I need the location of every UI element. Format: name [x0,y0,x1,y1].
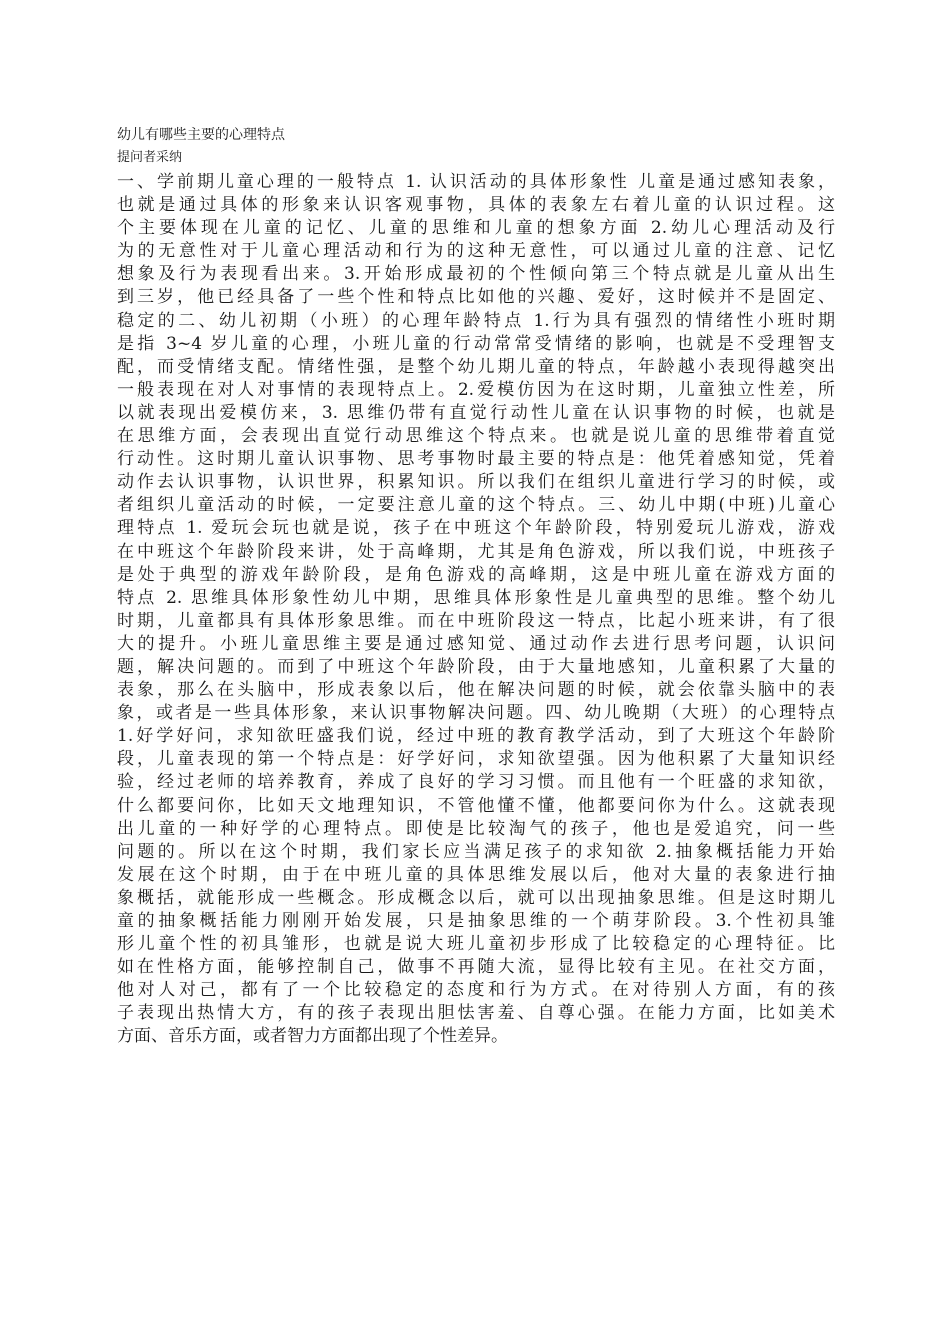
body-line: 为的无意性对于儿童心理活动和行为的这种无意性，可以通过儿童的注意、记忆 [117,241,835,262]
body-line: 问题的。所以在这个时期，我们家长应当满足孩子的求知欲 2.抽象概括能力开始 [117,841,835,862]
body-line: 行动性。这时期儿童认识事物、思考事物时最主要的特点是：他凭着感知觉，凭着 [117,449,835,470]
body-line: 出儿童的一种好学的心理特点。即使是比较淘气的孩子，他也是爱追究，问一些 [117,818,835,839]
body-line: 大的提升。小班儿童思维主要是通过感知觉、通过动作去进行思考问题，认识问 [117,633,835,654]
body-line: 他对人对己，都有了一个比较稳定的态度和行为方式。在对待别人方面，有的孩 [117,980,835,1001]
body-line: 发展在这个时期，由于在中班儿童的具体思维发展以后，他对大量的表象进行抽 [117,864,835,885]
body-line: 是指 3~4 岁儿童的心理，小班儿童的行动常常受情绪的影响，也就是不受理智支 [117,333,835,354]
body-line: 理特点 1. 爱玩会玩也就是说，孩子在中班这个年龄阶段，特别爱玩儿游戏，游戏 [117,518,835,539]
body-line: 什么都要问你，比如天文地理知识，不管他懂不懂，他都要问你为什么。这就表现 [117,795,835,816]
document-body [117,171,835,1049]
body-line: 如在性格方面，能够控制自己，做事不再随大流，显得比较有主见。在社交方面， [117,957,835,978]
body-line: 动作去认识事物，认识世界，积累知识。所以我们在组织儿童进行学习的时候，或 [117,472,835,493]
body-line: 在思维方面，会表现出直觉行动思维这个特点来。也就是说儿童的思维带着直觉 [117,426,835,447]
body-line: 在中班这个年龄阶段来讲，处于高峰期，尤其是角色游戏，所以我们说，中班孩子 [117,541,835,562]
document-page [117,125,835,1049]
document-title: 幼儿有哪些主要的心理特点 [117,127,285,143]
body-line: 段，儿童表现的第一个特点是：好学好问，求知欲望强。因为他积累了大量知识经 [117,749,835,770]
body-line: 者组织儿童活动的时候，一定要注意儿童的这个特点。三、幼儿中期(中班)儿童心 [117,495,835,516]
body-line: 稳定的二、幼儿初期（小班）的心理年龄特点 1.行为具有强烈的情绪性小班时期 [117,310,835,331]
body-line: 题，解决问题的。而到了中班这个年龄阶段，由于大量地感知，儿童积累了大量的 [117,656,835,677]
body-line: 形儿童个性的初具雏形，也就是说大班儿童初步形成了比较稳定的心理特征。比 [117,934,835,955]
body-line: 个主要体现在儿童的记忆、儿童的思维和儿童的想象方面 2.幼儿心理活动及行 [117,218,835,239]
body-line: 是处于典型的游戏年龄阶段，是角色游戏的高峰期，这是中班儿童在游戏方面的 [117,564,835,585]
document-author: 提问者采纳 [117,150,183,165]
body-line: 表象，那么在头脑中，形成表象以后，他在解决问题的时候，就会依靠头脑中的表 [117,680,835,701]
body-line: 以就表现出爱模仿来，3. 思维仍带有直觉行动性儿童在认识事物的时候，也就是 [117,402,835,423]
body-line: 想象及行为表现看出来。3.开始形成最初的个性倾向第三个特点就是儿童从出生 [117,264,835,285]
body-line: 时期，儿童都具有具体形象思维。而在中班阶段这一特点，比起小班来讲，有了很 [117,610,835,631]
body-line: 特点 2. 思维具体形象性幼儿中期，思维具体形象性是儿童典型的思维。整个幼儿 [117,587,835,608]
body-line: 象，或者是一些具体形象，来认识事物解决问题。四、幼儿晚期（大班）的心理特点 [117,703,835,724]
body-line: 到三岁，他已经具备了一些个性和特点比如他的兴趣、爱好，这时候并不是固定、 [117,287,835,308]
body-line: 方面、音乐方面，或者智力方面都出现了个性差异。 [117,1026,508,1047]
body-line: 一、学前期儿童心理的一般特点 1. 认识活动的具体形象性 儿童是通过感知表象， [117,172,835,192]
body-line: 象概括，就能形成一些概念。形成概念以后，就可以出现抽象思维。但是这时期儿 [117,887,835,908]
body-line: 配，而受情绪支配。情绪性强，是整个幼儿期儿童的特点，年龄越小表现得越突出 [117,356,835,377]
body-line: 童的抽象概括能力刚刚开始发展，只是抽象思维的一个萌芽阶段。3.个性初具雏 [117,911,835,931]
body-line: 也就是通过具体的形象来认识客观事物，具体的表象左右着儿童的认识过程。这 [117,195,835,216]
body-line: 一般表现在对人对事情的表现特点上。2.爱模仿因为在这时期，儿童独立性差，所 [117,379,835,400]
body-line: 子表现出热情大方，有的孩子表现出胆怯害羞、自尊心强。在能力方面，比如美术 [117,1003,835,1024]
body-line: 1.好学好问，求知欲旺盛我们说，经过中班的教育教学活动，到了大班这个年龄阶 [117,726,835,747]
body-line: 验，经过老师的培养教育，养成了良好的学习习惯。而且他有一个旺盛的求知欲， [117,772,835,793]
